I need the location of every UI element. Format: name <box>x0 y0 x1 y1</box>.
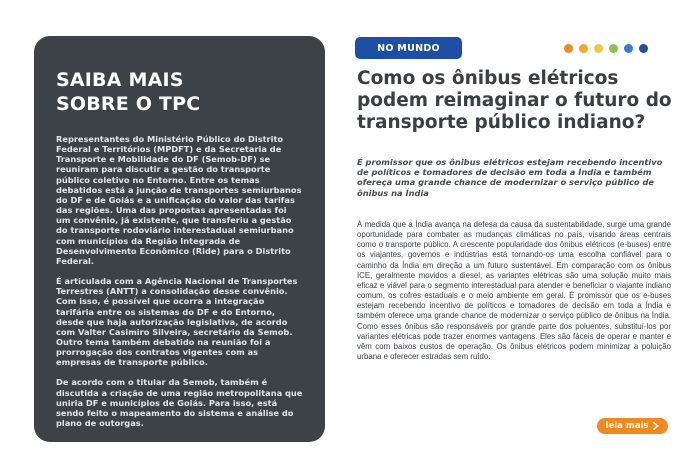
article-body: À medida que a Índia avança na defesa da causa da sustentabilidade, surge uma grande oportunidade para combater as mudanças climáticas no país, visando áreas centrais como o transporte público. A crescente popularidade dos ônibus elétricos (e-buses) entre os viajantes, governos e indústrias está tornando-os uma escolha confiável para o caminho da Índia em direção a um futuro sustentável. Em comparação com os ônibus ICE, geralmente movidos a diesel, as variantes elétricas são uma solução muito mais eficaz e viável para o segmento interestadual para atender e beneficiar o viajante indiano comum, os cofres estaduais e o meio ambiente em geral. É promissor que os e-buses estejam recebendo incentivo de políticos e tomadores de decisão em toda a Índia e também oferece uma grande chance de modernizar o serviço público de ônibus na Índia. Como esses ônibus são responsáveis por grande parte dos poluentes, substituí-los por variantes elétricas pode trazer enormes vantagens. Eles são fáceis de operar e manter e vêm com baixos custos de operação. Os ônibus elétricos podem minimizar a poluição urbana e oferecer estradas sem ruído. <box>357 220 671 362</box>
article-headline: Como os ônibus elétricos podem reimaginar o futuro do transporte público indiano? <box>357 68 672 133</box>
dot-2 <box>579 44 588 53</box>
dot-6 <box>639 44 648 53</box>
section-badge: NO MUNDO <box>355 37 462 59</box>
dot-1 <box>564 44 573 53</box>
info-sidebar-card <box>34 36 325 442</box>
dot-5 <box>624 44 633 53</box>
decorative-dots <box>564 44 648 53</box>
read-more-button[interactable] <box>597 418 668 434</box>
article-lead: É promissor que os ônibus elétricos estejam recebendo incentivo de políticos e tomadores de decisão em toda a Índia e também ofereça uma grande chance de modernizar o serviço público de ônibus na Índia <box>357 157 663 198</box>
sidebar-title-line1: SAIBA MAIS <box>56 69 184 91</box>
chevron-right-icon <box>653 422 659 430</box>
sidebar-paragraph-3: De acordo com o titular da Semob, também é discutida a criação de uma região metropolitana que uniria DF e municípios de Goiás. Para isso, está sendo feito o mapeamento do sistema e análise do plano de outorgas. <box>56 377 303 429</box>
dot-3 <box>594 44 603 53</box>
sidebar-paragraph-1: Representantes do Ministério Público do Distrito Federal e Territórios (MPDFT) e da Secretaria de Transporte e Mobilidade do DF (Semob-DF) se reuniram para discutir a gestão do transporte público coletivo no Entorno. Entre os temas debatidos está a junção de transportes semiurbanos do DF e de Goiás e a unificação do valor das tarifas das regiões. Uma das propostas apresentadas foi um convênio, já existente, que transferiu a gestão do transporte rodoviário interestadual semiurbano com municípios da Região Integrada de Desenvolvimento Econômico (Ride) para o Distrito Federal. <box>56 134 302 266</box>
sidebar-paragraph-2: É articulada com a Agência Nacional de Transportes Terrestres (ANTT) a consolidação desse convênio. Com isso, é possível que ocorra a integração tarifária entre os sistemas do DF e do Entorno, desde que haja autorização legislativa, de acordo com Valter Casimiro Silveira, secretário da Semob. Outro tema também debatido na reunião foi a prorrogação dos contratos vigentes com as empresas de transporte público. <box>56 276 298 368</box>
sidebar-title <box>56 68 303 116</box>
dot-4 <box>609 44 618 53</box>
read-more-label: leia mais <box>605 421 649 431</box>
sidebar-title-line2: SOBRE O TPC <box>56 93 201 115</box>
